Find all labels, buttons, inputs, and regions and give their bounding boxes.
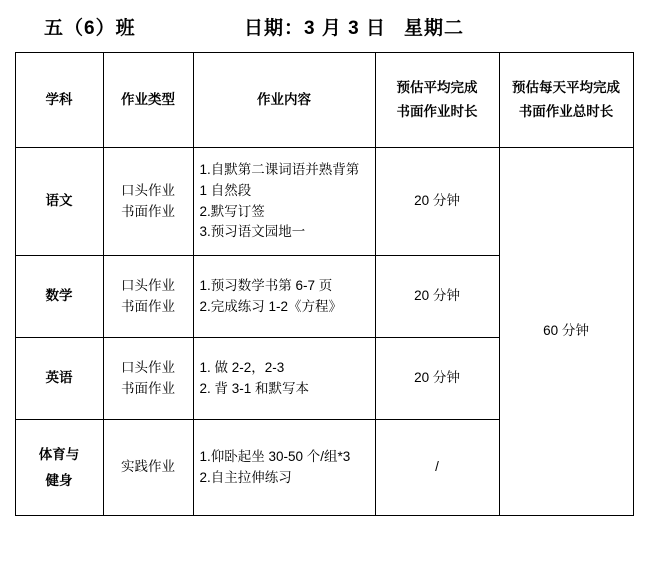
row-content-line: 3.预习语文园地一 bbox=[199, 224, 306, 240]
row-content-line: 2.自主拉伸练习 bbox=[199, 469, 292, 485]
table-row bbox=[15, 148, 633, 256]
column-header-total-line1: 预估每天平均完成 bbox=[512, 80, 620, 96]
row-subject bbox=[15, 420, 103, 516]
row-type-line: 口头作业 bbox=[121, 182, 175, 198]
row-estimate: 20 分钟 bbox=[375, 148, 499, 256]
row-type-line: 口头作业 bbox=[121, 359, 175, 375]
row-content-line: 1.仰卧起坐 30-50 个/组*3 bbox=[199, 448, 351, 464]
row-estimate: 20 分钟 bbox=[375, 256, 499, 338]
class-name: 五（6）班 bbox=[44, 17, 136, 39]
row-content-line: 1 自然段 bbox=[199, 182, 252, 198]
row-type-line: 书面作业 bbox=[121, 203, 175, 219]
row-type bbox=[103, 148, 193, 256]
row-type bbox=[103, 420, 193, 516]
weekday-text: 星期二 bbox=[403, 17, 464, 39]
homework-table bbox=[15, 52, 634, 516]
row-type-line: 书面作业 bbox=[121, 380, 175, 396]
row-estimate: 20 分钟 bbox=[375, 338, 499, 420]
row-type bbox=[103, 338, 193, 420]
row-type-line: 书面作业 bbox=[121, 298, 175, 314]
row-content bbox=[193, 148, 375, 256]
column-header-total-line2: 书面作业总时长 bbox=[518, 104, 614, 119]
row-type-line: 口头作业 bbox=[121, 277, 175, 293]
row-content bbox=[193, 338, 375, 420]
total-duration-cell: 60 分钟 bbox=[499, 148, 633, 516]
row-content-line: 2. 背 3-1 和默写本 bbox=[199, 380, 310, 396]
sheet-header bbox=[0, 0, 648, 52]
column-header-content: 作业内容 bbox=[193, 53, 375, 148]
row-content-line: 1.自默第二课词语并熟背第 bbox=[199, 161, 360, 177]
row-content-line: 1. 做 2-2，2-3 bbox=[199, 359, 285, 375]
column-header-estimate bbox=[375, 53, 499, 148]
row-estimate: / bbox=[375, 420, 499, 516]
row-content-line: 2.完成练习 1-2《方程》 bbox=[199, 298, 343, 314]
row-content bbox=[193, 420, 375, 516]
column-header-subject: 学科 bbox=[15, 53, 103, 148]
table-header-row bbox=[15, 53, 633, 148]
row-subject-line: 体育与 bbox=[38, 446, 80, 462]
column-header-total bbox=[499, 53, 633, 148]
row-type-line: 实践作业 bbox=[121, 459, 175, 475]
row-subject: 语文 bbox=[15, 148, 103, 256]
row-type bbox=[103, 256, 193, 338]
row-subject: 英语 bbox=[15, 338, 103, 420]
row-content bbox=[193, 256, 375, 338]
column-header-estimate-line1: 预估平均完成 bbox=[396, 80, 478, 96]
row-subject: 数学 bbox=[15, 256, 103, 338]
row-subject-line: 健身 bbox=[45, 472, 73, 488]
date-text: 日期：3 月 3 日 bbox=[244, 17, 386, 39]
row-content-line: 2.默写订签 bbox=[199, 203, 265, 219]
column-header-type: 作业类型 bbox=[103, 53, 193, 148]
row-content-line: 1.预习数学书第 6-7 页 bbox=[199, 277, 333, 293]
column-header-estimate-line2: 书面作业时长 bbox=[396, 104, 478, 119]
date-group bbox=[244, 13, 464, 40]
